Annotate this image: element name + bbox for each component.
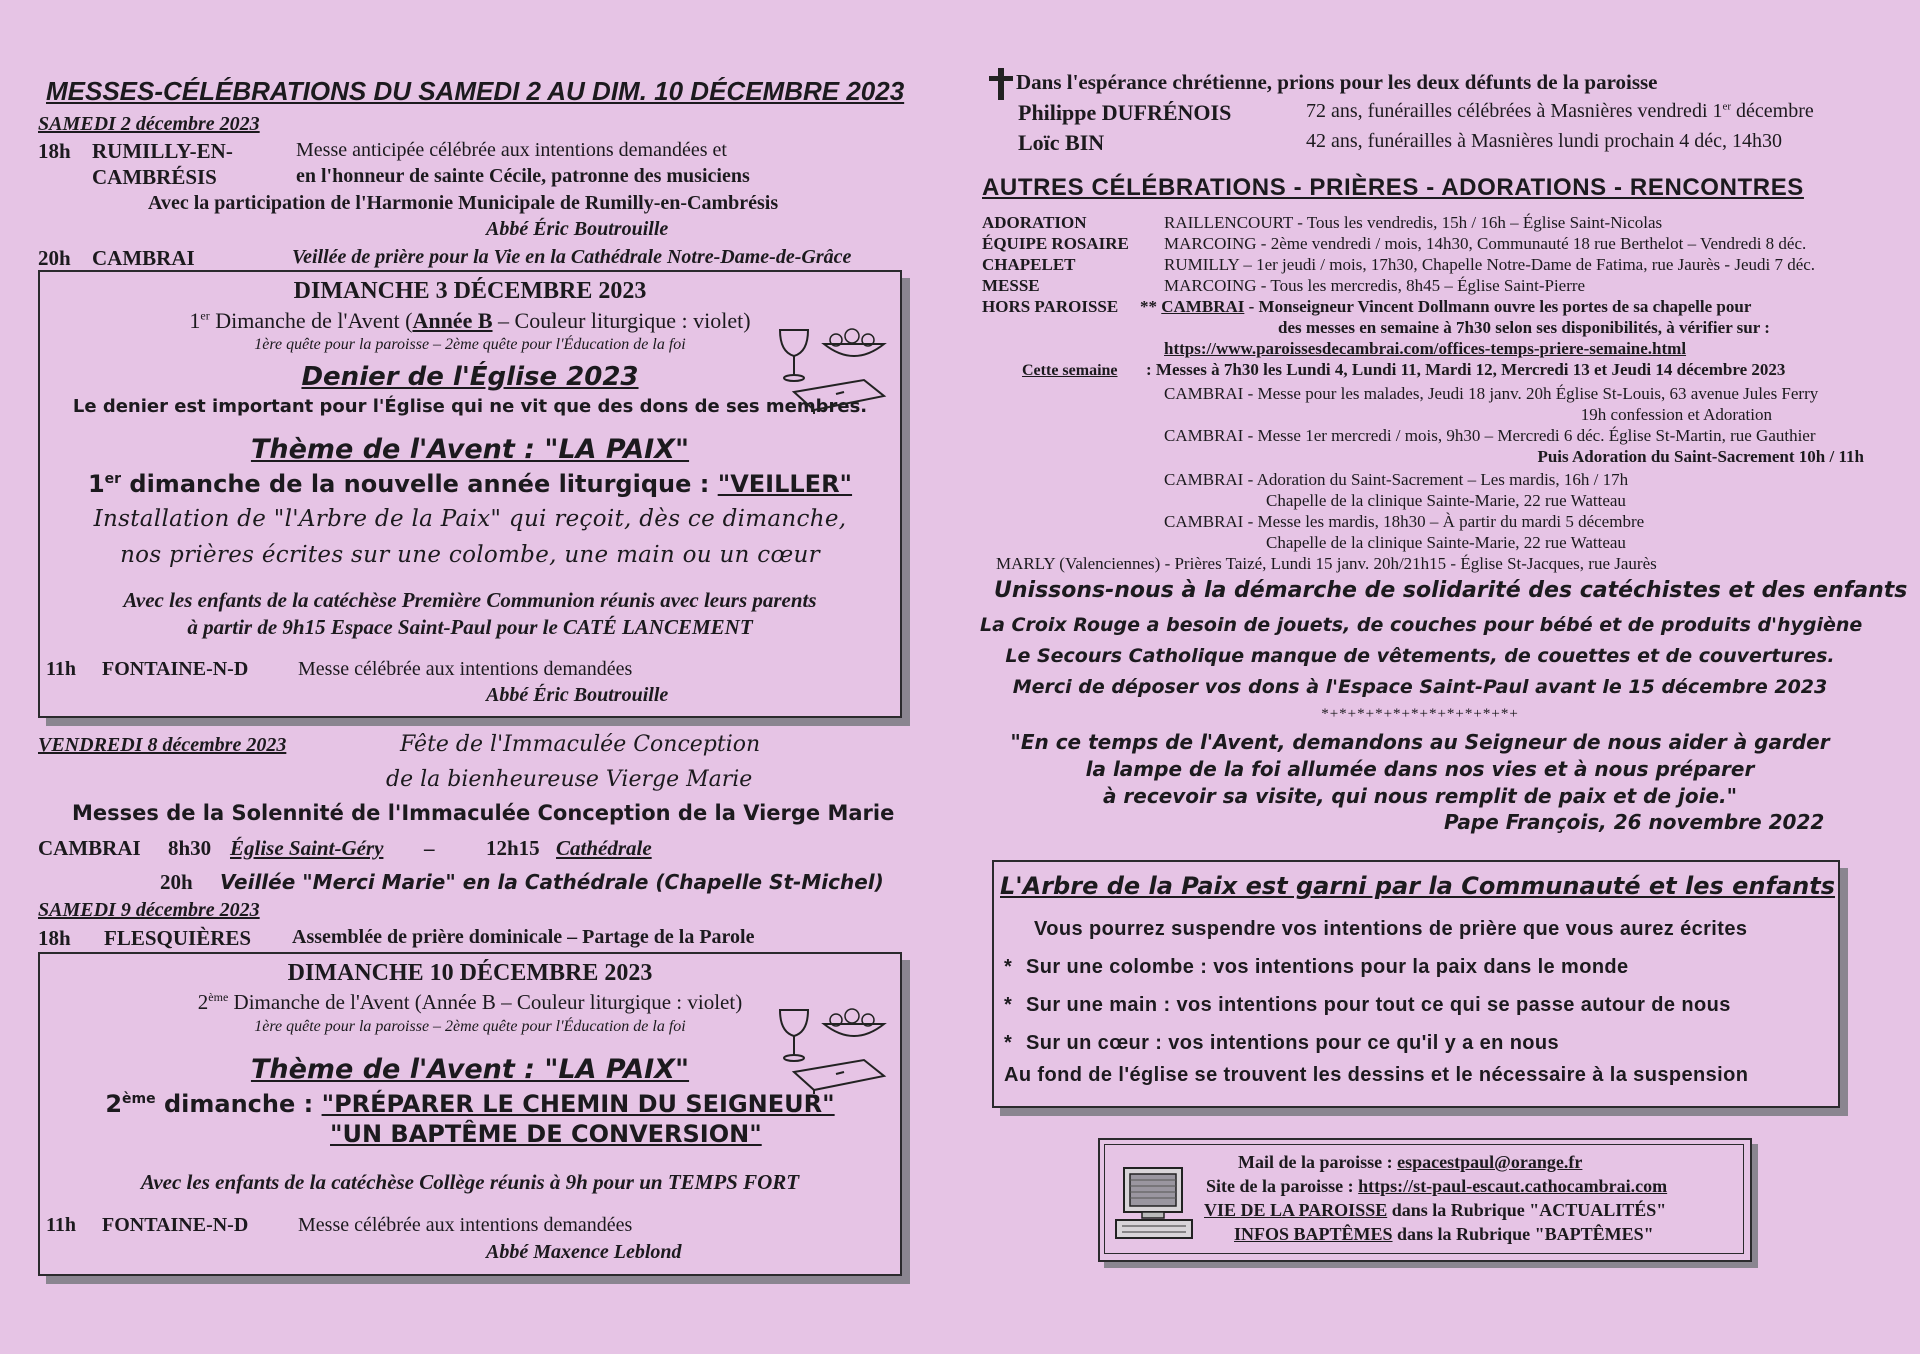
catechesis-text: Avec les enfants de la catéchèse Collège réunis à 9h pour un TEMPS FORT: [140, 1170, 800, 1194]
week-text: : Messes à 7h30 les Lundi 4, Lundi 11, Mardi 12, Mercredi 13 et Jeudi 14 décembre 2023: [1146, 360, 1786, 379]
sunday-theme-2: "UN BAPTÊME DE CONVERSION": [330, 1120, 762, 1148]
vie-line: VIE DE LA PAROISSE dans la Rubrique "ACTUALITÉS": [1204, 1200, 1667, 1220]
week-label: Cette semaine: [1022, 362, 1118, 379]
sunday-dec10-box: [38, 952, 902, 1276]
priest-name: Abbé Éric Boutrouille: [486, 684, 669, 706]
event-desc: Veillée de prière pour la Vie en la Cathédrale Notre-Dame-de-Grâce: [292, 246, 852, 268]
chalice-bible-icon: [774, 1004, 894, 1096]
box-title: DIMANCHE 10 DÉCEMBRE 2023: [287, 960, 653, 986]
deceased-header: Dans l'espérance chrétienne, prions pour les deux défunts de la paroisse: [1016, 70, 1658, 94]
other-text: MARCOING - Tous les mercredis, 8h45 – Église Saint-Pierre: [1164, 276, 1586, 295]
place-label: CAMBRÉSIS: [92, 165, 217, 189]
solidarity-line: Le Secours Catholique manque de vêtements, de couettes et de couvertures.: [1005, 645, 1835, 667]
other-label: MESSE: [982, 276, 1040, 295]
date-heading-sat9: SAMEDI 9 décembre 2023: [38, 899, 260, 921]
place-label: FLESQUIÈRES: [104, 926, 252, 950]
week-item: CAMBRAI - Messe 1er mercredi / mois, 9h30 – Mercredi 6 déc. Église St-Martin, rue Gauthier: [1164, 426, 1816, 445]
date-heading-fri8: VENDREDI 8 décembre 2023: [38, 734, 287, 756]
event-desc: en l'honneur de sainte Cécile, patronne des musiciens: [296, 165, 750, 187]
other-text: MARCOING - 2ème vendredi / mois, 14h30, Communauté 18 rue Berthelot – Vendredi 8 déc.: [1164, 234, 1807, 253]
date-heading-sat2: SAMEDI 2 décembre 2023: [38, 113, 260, 135]
event-desc: Messe célébrée aux intentions demandées: [298, 1214, 633, 1236]
page-title: MESSES-CÉLÉBRATIONS DU SAMEDI 2 AU DIM. 10 DÉCEMBRE 2023: [46, 76, 905, 106]
priest-name: Abbé Éric Boutrouille: [486, 218, 669, 240]
hors-paroisse-text: ** CAMBRAI - Monseigneur Vincent Dollmann ouvre les portes de sa chapelle pour: [1140, 297, 1752, 316]
time-label: 8h30: [168, 836, 212, 860]
event-desc: Messe célébrée aux intentions demandées: [298, 658, 633, 680]
week-item-detail: Chapelle de la clinique Sainte-Marie, 22 rue Watteau: [1266, 533, 1626, 552]
pope-quote: la lampe de la foi allumée dans nos vies et à nous préparer: [1085, 757, 1755, 781]
tree-item: * Sur un cœur : vos intentions pour ce qu'il y a en nous: [1004, 1032, 1560, 1054]
week-item-detail: Chapelle de la clinique Sainte-Marie, 22 rue Watteau: [1266, 491, 1626, 510]
other-label: ADORATION: [982, 213, 1087, 232]
site-link[interactable]: https://st-paul-escaut.cathocambrai.com: [1358, 1176, 1668, 1196]
infos-line: INFOS BAPTÊMES dans la Rubrique "BAPTÊMES": [1234, 1224, 1654, 1244]
time-label: 18h: [38, 139, 71, 163]
solidarity-line: Merci de déposer vos dons à l'Espace Saint-Paul avant le 15 décembre 2023: [1012, 676, 1828, 698]
event-desc: Messe anticipée célébrée aux intentions demandées et: [296, 139, 727, 161]
feast-title: de la bienheureuse Vierge Marie: [386, 767, 753, 792]
week-item: MARLY (Valenciennes) - Prières Taizé, Lundi 15 janv. 20h/21h15 - Église St-Jacques, rue Jaurès: [996, 554, 1657, 573]
tree-item: * Sur une main : vos intentions pour tout ce qui se passe autour de nous: [1004, 994, 1731, 1016]
sunday-theme: 2ème dimanche : "PRÉPARER LE CHEMIN DU SEIGNEUR": [105, 1090, 835, 1118]
location-link: Église Saint-Géry: [230, 836, 384, 860]
tree-item: * Sur une colombe : vos intentions pour la paix dans le monde: [1004, 956, 1629, 978]
week-item: CAMBRAI - Messe pour les malades, Jeudi 18 janv. 20h Église St-Louis, 63 avenue Jules Ferry: [1164, 384, 1819, 403]
week-item: CAMBRAI - Adoration du Saint-Sacrement – Les mardis, 16h / 17h: [1164, 470, 1629, 489]
location-link: Cathédrale: [556, 836, 652, 860]
other-label: CHAPELET: [982, 255, 1076, 274]
catechesis-text: Avec les enfants de la catéchèse Première Communion réunis avec leurs parents: [123, 588, 817, 612]
catechesis-text: à partir de 9h15 Espace Saint-Paul pour le CATÉ LANCEMENT: [187, 615, 753, 639]
veillee-text: Veillée "Merci Marie" en la Cathédrale (Chapelle St-Michel): [220, 870, 884, 894]
deceased-name: Philippe DUFRÉNOIS: [1018, 100, 1232, 125]
place-label: CAMBRAI: [92, 246, 195, 270]
advent-theme: Thème de l'Avent : "LA PAIX": [250, 1054, 690, 1085]
event-desc: Avec la participation de l'Harmonie Municipale de Rumilly-en-Cambrésis: [148, 192, 779, 214]
solemnity-text: Messes de la Solennité de l'Immaculée Conception de la Vierge Marie: [72, 801, 895, 825]
priest-name: Abbé Maxence Leblond: [486, 1241, 682, 1263]
place-label: FONTAINE-N-D: [102, 658, 249, 680]
time-label: 18h: [38, 926, 71, 950]
mail-line: Mail de la paroisse : espacestpaul@orange.fr: [1238, 1152, 1583, 1172]
box-title: DIMANCHE 3 DÉCEMBRE 2023: [293, 278, 647, 304]
computer-icon: [1114, 1164, 1200, 1244]
sunday-dec3-box: [38, 270, 902, 718]
box-subtitle: 2ème Dimanche de l'Avent (Année B – Couleur liturgique : violet): [197, 990, 743, 1014]
peace-tree-box: [992, 860, 1840, 1108]
site-line: Site de la paroisse : https://st-paul-escaut.cathocambrai.com: [1206, 1176, 1668, 1196]
event-desc: Assemblée de prière dominicale – Partage de la Parole: [292, 926, 755, 948]
sunday-theme: 1er dimanche de la nouvelle année liturgique : "VEILLER": [87, 470, 853, 498]
denier-title: Denier de l'Église 2023: [301, 362, 639, 392]
solidarity-line: La Croix Rouge a besoin de jouets, de couches pour bébé et de produits d'hygiène: [980, 614, 1863, 636]
week-item: CAMBRAI - Messe les mardis, 18h30 – À partir du mardi 5 décembre: [1164, 512, 1645, 531]
place-label: RUMILLY-EN-: [92, 139, 233, 163]
separator-dash: –: [424, 836, 435, 860]
time-label: 20h: [38, 246, 71, 270]
week-item-detail: 19h confession et Adoration: [1580, 405, 1772, 424]
tree-install-text: Installation de "l'Arbre de la Paix" qui reçoit, dès ce dimanche,: [93, 506, 847, 532]
time-label: 11h: [46, 658, 77, 680]
time-label: 20h: [160, 870, 193, 894]
hors-paroisse-text: des messes en semaine à 7h30 selon ses disponibilités, à vérifier sur :: [1278, 318, 1770, 337]
place-label: CAMBRAI: [38, 836, 141, 860]
week-item-detail: Puis Adoration du Saint-Sacrement 10h / 11h: [1537, 447, 1864, 466]
feast-title: Fête de l'Immaculée Conception: [400, 732, 761, 757]
other-celebrations-header: AUTRES CÉLÉBRATIONS - PRIÈRES - ADORATIONS - RENCONTRES: [982, 174, 1804, 201]
other-label: HORS PAROISSE: [982, 297, 1119, 316]
tree-intro: Vous pourrez suspendre vos intentions de prière que vous aurez écrites: [1034, 918, 1748, 940]
pope-quote: à recevoir sa visite, qui nous remplit de paix et de joie.": [1102, 784, 1738, 808]
denier-text: Le denier est important pour l'Église qui ne vit que des dons de ses membres.: [72, 396, 868, 417]
offices-link[interactable]: https://www.paroissesdecambrai.com/offices-temps-priere-semaine.html: [1164, 339, 1687, 358]
contact-box: [1098, 1138, 1752, 1262]
other-label: ÉQUIPE ROSAIRE: [982, 234, 1129, 253]
pope-quote: "En ce temps de l'Avent, demandons au Seigneur de nous aider à garder: [1010, 730, 1830, 754]
advent-theme: Thème de l'Avent : "LA PAIX": [250, 434, 690, 465]
quote-author: Pape François, 26 novembre 2022: [1444, 810, 1825, 834]
tree-outro: Au fond de l'église se trouvent les dessins et le nécessaire à la suspension: [1004, 1064, 1749, 1086]
tree-title: L'Arbre de la Paix est garni par la Communauté et les enfants: [1000, 872, 1835, 900]
other-text: RAILLENCOURT - Tous les vendredis, 15h / 16h – Église Saint-Nicolas: [1164, 213, 1663, 232]
deceased-info: 42 ans, funérailles à Masnières lundi prochain 4 déc, 14h30: [1306, 130, 1782, 152]
quete-info: 1ère quête pour la paroisse – 2ème quête pour l'Éducation de la foi: [254, 1018, 686, 1035]
mail-link[interactable]: espacestpaul@orange.fr: [1397, 1152, 1583, 1172]
box-subtitle: 1er Dimanche de l'Avent (Année B – Couleur liturgique : violet): [189, 308, 751, 333]
time-label: 12h15: [486, 836, 540, 860]
chalice-bible-icon: [774, 324, 894, 416]
solidarity-title: Unissons-nous à la démarche de solidarité des catéchistes et des enfants: [994, 578, 1908, 603]
time-label: 11h: [46, 1214, 77, 1236]
deceased-info: 72 ans, funérailles célébrées à Masnières vendredi 1er décembre: [1306, 100, 1814, 122]
deceased-name: Loïc BIN: [1018, 130, 1105, 155]
other-text: RUMILLY – 1er jeudi / mois, 17h30, Chapelle Notre-Dame de Fatima, rue Jaurès - Jeudi 7 déc.: [1164, 255, 1816, 274]
tree-install-text: nos prières écrites sur une colombe, une main ou un cœur: [120, 542, 820, 568]
place-label: FONTAINE-N-D: [102, 1214, 249, 1236]
quete-info: 1ère quête pour la paroisse – 2ème quête pour l'Éducation de la foi: [254, 336, 686, 353]
cross-icon: [986, 66, 1016, 102]
separator: *+*+*+*+*+*+*+*+*+*+*+: [1321, 706, 1519, 722]
